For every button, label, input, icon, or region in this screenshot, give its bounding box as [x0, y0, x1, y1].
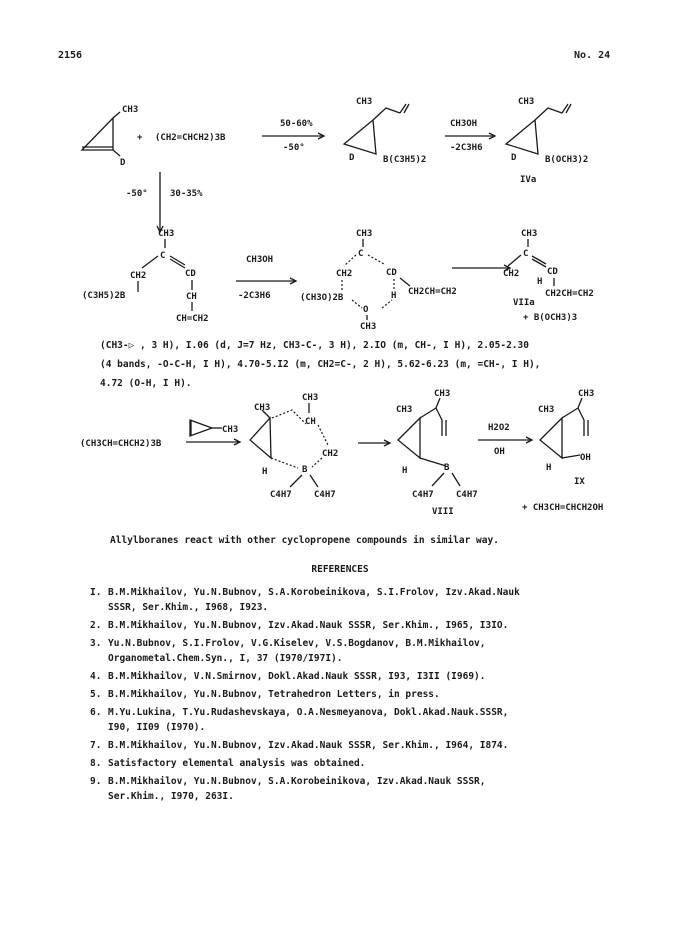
- svg-text:OH: OH: [494, 447, 505, 457]
- nmr-line: 4.72 (O-H, I H).: [100, 378, 192, 389]
- plus-sign: +: [137, 133, 143, 143]
- reference-item: 2. B.M.Mikhailov, Yu.N.Bubnov, Izv.Akad.Nauk SSSR, Ser.Khim., I965, I3IO.: [90, 620, 509, 631]
- svg-text:CH3: CH3: [521, 229, 538, 239]
- oxidation-arrow: [478, 423, 532, 457]
- methanolysis-arrow: [445, 119, 495, 153]
- svg-text:C4H7: C4H7: [270, 490, 292, 500]
- scheme-caption: Allylboranes react with other cyclopropene compounds in similar way.: [110, 535, 499, 546]
- svg-text:B(C3H5)2: B(C3H5)2: [383, 155, 427, 165]
- svg-text:CD: CD: [547, 267, 558, 277]
- svg-text:-2C3H6: -2C3H6: [450, 143, 483, 153]
- svg-text:CH3: CH3: [254, 403, 271, 413]
- reaction-arrow-3: [186, 439, 240, 445]
- reference-item: 8. Satisfactory elemental analysis was obtained.: [90, 758, 366, 769]
- triallylborane: (CH2=CHCH2)3B: [155, 133, 226, 143]
- reference-item: 3. Yu.N.Bubnov, S.I.Frolov, V.G.Kiselev, V.S.Bogdanov, B.M.Mikhailov, Organometal.Chem.Syn., I, 37 (I970/I97I).: [90, 638, 486, 664]
- svg-text:CH: CH: [305, 417, 316, 427]
- transition-state: [300, 229, 457, 332]
- svg-text:H: H: [391, 291, 397, 301]
- methylcyclopropene-reagent: [190, 420, 238, 436]
- svg-text:CH3: CH3: [578, 389, 595, 399]
- svg-text:CH2CH=CH2: CH2CH=CH2: [408, 287, 457, 297]
- svg-text:(CH3O)2B: (CH3O)2B: [300, 293, 344, 303]
- svg-text:C4H7: C4H7: [412, 490, 434, 500]
- svg-text:CH2: CH2: [336, 269, 353, 279]
- crotylborane: (CH3CH=CHCH2)3B: [80, 439, 162, 449]
- svg-text:-50°: -50°: [126, 189, 148, 199]
- svg-text:B(OCH3)2: B(OCH3)2: [545, 155, 589, 165]
- reference-item: I. B.M.Mikhailov, Yu.N.Bubnov, S.A.Korobeinikova, S.I.Frolov, Izv.Akad.Nauk SSSR, Ser.Khim., I968, I923.: [90, 587, 520, 613]
- svg-text:CH3: CH3: [538, 405, 555, 415]
- svg-text:D: D: [349, 153, 355, 163]
- svg-text:C: C: [160, 251, 166, 261]
- svg-text:-2C3H6: -2C3H6: [238, 291, 271, 301]
- svg-text:-50°: -50°: [283, 143, 305, 153]
- svg-text:CH2CH=CH2: CH2CH=CH2: [545, 289, 594, 299]
- trimethyl-borate: + B(OCH3)3: [523, 313, 578, 323]
- svg-text:CH3: CH3: [356, 229, 373, 239]
- svg-text:CH=CH2: CH=CH2: [176, 314, 209, 324]
- product-arrow: [452, 265, 510, 271]
- arrow-to-VIII: [358, 440, 390, 446]
- compound-IX: [522, 389, 603, 513]
- reference-item: 4. B.M.Mikhailov, V.N.Smirnov, Dokl.Akad.Nauk SSSR, I93, I3II (I969).: [90, 671, 486, 682]
- svg-text:C: C: [358, 249, 364, 259]
- svg-text:CH3: CH3: [360, 322, 377, 332]
- compound-VIII: [396, 389, 478, 517]
- svg-text:D: D: [511, 153, 517, 163]
- six-membered-ts: [250, 393, 338, 500]
- svg-text:B: B: [444, 463, 450, 473]
- nmr-line: (CH3-▷ , 3 H), I.06 (d, J=7 Hz, CH3-C-, 3 H), 2.IO (m, CH-, I H), 2.05-2.30: [100, 340, 529, 351]
- nmr-data: [100, 336, 640, 393]
- crotyl-alcohol: + CH3CH=CHCH2OH: [522, 503, 604, 513]
- svg-text:CH3: CH3: [518, 97, 535, 107]
- svg-text:CH2: CH2: [322, 449, 339, 459]
- svg-text:CH3: CH3: [396, 405, 413, 415]
- label-VIII: VIII: [432, 507, 454, 517]
- issue-number: No. 24: [574, 50, 611, 61]
- svg-text:H: H: [546, 463, 552, 473]
- svg-text:CH3OH: CH3OH: [246, 255, 274, 265]
- label-IX: IX: [574, 477, 585, 487]
- svg-text:H: H: [537, 277, 543, 287]
- svg-text:C4H7: C4H7: [314, 490, 336, 500]
- svg-text:CD: CD: [185, 269, 196, 279]
- page-number: 2156: [58, 50, 83, 61]
- svg-text:(C3H5)2B: (C3H5)2B: [82, 291, 126, 301]
- references-list: [90, 585, 650, 807]
- reaction-arrow: [262, 119, 324, 153]
- svg-text:D: D: [120, 158, 126, 168]
- reference-item: 9. B.M.Mikhailov, Yu.N.Bubnov, S.A.Korobeinikova, Izv.Akad.Nauk SSSR, Ser.Khim., I970, 263I.: [90, 776, 486, 802]
- svg-text:CH3OH: CH3OH: [450, 119, 478, 129]
- svg-text:CH2: CH2: [503, 269, 520, 279]
- svg-text:OH: OH: [580, 453, 591, 463]
- compound-VIIa: [503, 229, 594, 323]
- references-heading: REFERENCES: [311, 564, 369, 575]
- label-IVa: IVa: [520, 175, 537, 185]
- svg-text:B: B: [302, 465, 308, 475]
- svg-text:H: H: [262, 467, 268, 477]
- methanol-arrow: [236, 255, 296, 301]
- reference-item: 7. B.M.Mikhailov, Yu.N.Bubnov, Izv.Akad.Nauk SSSR, Ser.Khim., I964, I874.: [90, 740, 509, 751]
- svg-text:30-35%: 30-35%: [170, 189, 203, 199]
- cyclopropene-reactant: [82, 105, 138, 168]
- svg-text:CH3: CH3: [122, 105, 139, 115]
- svg-text:50-60%: 50-60%: [280, 119, 313, 129]
- reference-item: 5. B.M.Mikhailov, Yu.N.Bubnov, Tetrahedron Letters, in press.: [90, 689, 440, 700]
- svg-text:CH: CH: [186, 292, 197, 302]
- svg-text:CH3: CH3: [302, 393, 319, 403]
- svg-text:C4H7: C4H7: [456, 490, 478, 500]
- scheme-3: [80, 389, 603, 517]
- svg-text:CH3: CH3: [356, 97, 373, 107]
- allylcyclopropylborane: [344, 97, 426, 165]
- reference-item: 6. M.Yu.Lukina, T.Yu.Rudashevskaya, O.A.Nesmeyanova, Dokl.Akad.Nauk.SSSR, I90, II09 (I970).: [90, 707, 509, 733]
- svg-text:C: C: [523, 249, 529, 259]
- scheme-1: [82, 97, 588, 232]
- label-VIIa: VIIa: [513, 298, 535, 308]
- svg-text:O: O: [363, 305, 369, 315]
- svg-text:CH2: CH2: [130, 271, 147, 281]
- scheme-2: [82, 229, 594, 332]
- allyl-rearranged-borane: [82, 229, 209, 324]
- svg-text:CD: CD: [386, 268, 397, 278]
- svg-text:H2O2: H2O2: [488, 423, 510, 433]
- nmr-line: (4 bands, -O-C-H, I H), 4.70-5.I2 (m, CH2=C-, 2 H), 5.62-6.23 (m, =CH-, I H),: [100, 359, 541, 370]
- svg-text:H: H: [402, 466, 408, 476]
- svg-text:CH3: CH3: [158, 229, 175, 239]
- svg-text:CH3: CH3: [434, 389, 451, 399]
- svg-text:CH3: CH3: [222, 425, 239, 435]
- compound-IVa: [506, 97, 588, 185]
- downward-arrow: [126, 172, 203, 232]
